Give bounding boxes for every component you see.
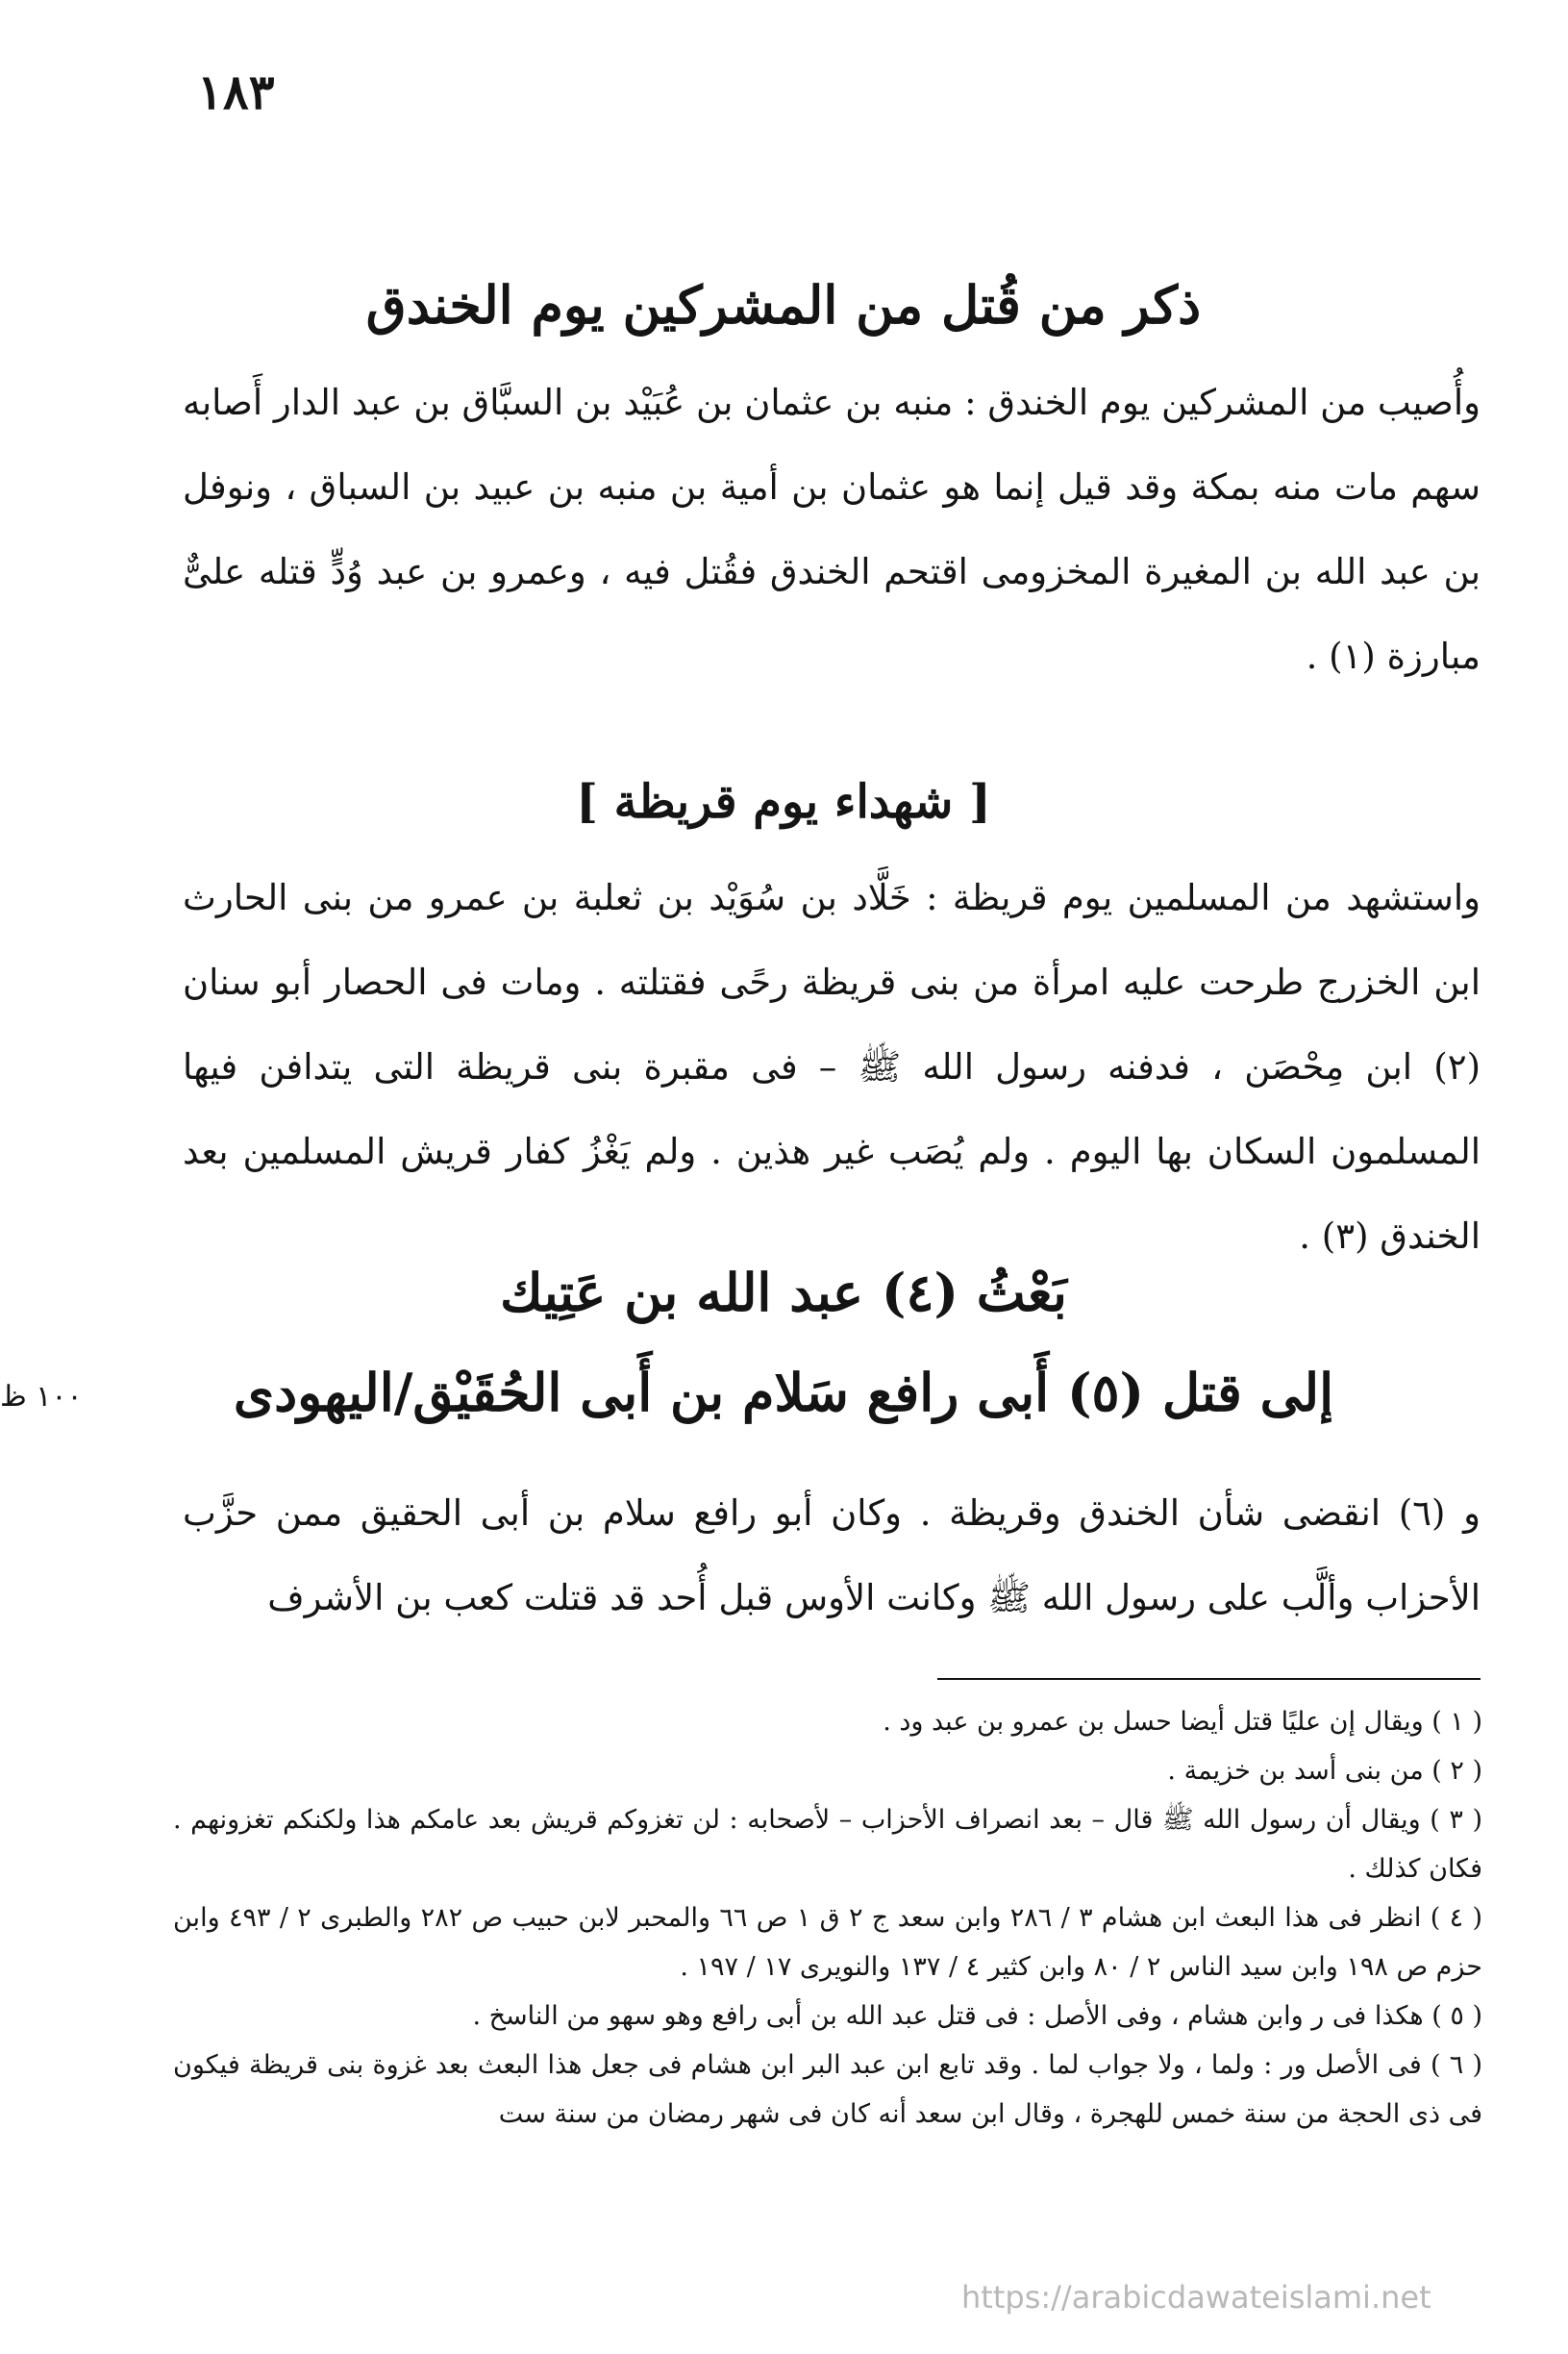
- footnote-1: ( ١ ) ويقال إن عليًا قتل أيضا حسل بن عمرو بن عبد ود .: [883, 1707, 1482, 1737]
- paragraph-qurayza-martyrs: واستشهد من المسلمين يوم قريظة : خَلَّاد بن سُوَيْد بن ثعلبة بن عمرو من بنى الحارث ابن الخزرج طرحت عليه امرأة من بنى قريظة رحًى فقتلته . ومات فى الحصار أبو سنان (٢) ابن مِحْصَن ، فدفنه رسول الله ﷺ – فى مقبرة بنى قريظة التى يتدافن فيها المسلمون السكان بها اليوم . ولم يُصَب غير هذين . ولم يَغْزُ كفار قريش المسلمين بعد الخندق (٣) .: [183, 877, 1481, 1257]
- paragraph-polytheists-killed: وأُصيب من المشركين يوم الخندق : منبه بن عثمان بن عُبَيْد بن السبَّاق بن عبد الدار أَصابه سهم مات منه بمكة وقد قيل إنما هو عثمان بن أمية بن منبه بن عبيد بن السباق ، ونوفل بن عبد الله بن المغيرة المخزومى اقتحم الخندق فقُتل فيه ، وعمرو بن عبد وُدٍّ قتله علىٌّ مبارزة (١) .: [183, 382, 1481, 677]
- footnote-3: ( ٣ ) ويقال أن رسول الله ﷺ قال – بعد انصراف الأحزاب – لأصحابه : لن تغزوكم قريش بعد عامكم هذا ولكنكم تغزونهم . فكان كذلك .: [173, 1805, 1482, 1884]
- section-title-qurayza-martyrs: [ شهداء يوم قريظة ]: [576, 775, 991, 829]
- footnote-2: ( ٢ ) من بنى أسد بن خزيمة .: [1167, 1756, 1482, 1786]
- footnote-6: ( ٦ ) فى الأصل ور : ولما ، ولا جواب لما . وقد تابع ابن عبد البر ابن هشام فى جعل هذا البعث بعد غزوة بنى قريظة فيكون فى ذى الحجة من سنة خمس للهجرة ، وقال ابن سعد أنه كان فى شهر رمضان من سنة ست: [173, 2050, 1482, 2129]
- footnote-4: ( ٤ ) انظر فى هذا البعث ابن هشام ٣ / ٢٨٦ وابن سعد ج ٢ ق ١ ص ٦٦ والمحبر لابن حبيب ص ٢٨٢ والطبرى ٢ / ٤٩٣ وابن حزم ص ١٩٨ وابن سيد الناس ٢ / ٨٠ وابن كثير ٤ / ١٣٧ والنويرى ١٧ / ١٩٧ .: [173, 1903, 1482, 1982]
- margin-folio-note: ١٠٠ ظ: [0, 1380, 83, 1414]
- watermark-url: https://arabicdawateislami.net: [961, 2279, 1431, 2316]
- footnote-5: ( ٥ ) هكذا فى ر وابن هشام ، وفى الأصل : فى قتل عبد الله بن أبى رافع وهو سهو من الناسخ .: [472, 2001, 1482, 2031]
- section-title-expedition-line1: بَعْثُ (٤) عبد الله بن عَتِيك: [500, 1262, 1067, 1323]
- paragraph-expedition: و (٦) انقضى شأن الخندق وقريظة . وكان أبو رافع سلام بن أبى الحقيق ممن حزَّب الأحزاب وألَّب على رسول الله ﷺ وكانت الأوس قبل أُحد قد قتلت كعب بن الأشرف: [183, 1492, 1481, 1618]
- footnotes: [173, 1697, 1482, 2139]
- section-title-expedition-line2: إلى قتل (٥) أَبى رافع سَلام بن أَبى الحُقَيْق/اليهودى: [233, 1362, 1334, 1423]
- section-title-polytheists-killed: ذكر من قُتل من المشركين يوم الخندق: [365, 274, 1202, 336]
- footnote-divider: [937, 1678, 1481, 1680]
- page-number: ١٨٣: [197, 63, 275, 120]
